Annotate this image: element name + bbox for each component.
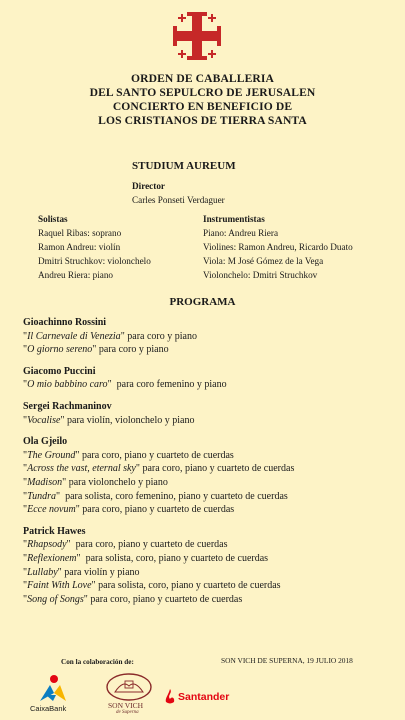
work-desc: para solista, coro, piano y cuarteto de cuerdas [95, 580, 281, 592]
santander-logo [163, 688, 235, 708]
open-quote: " [23, 539, 28, 551]
work-title: Tundra [27, 490, 56, 502]
work-desc: para coro femenino y piano [111, 379, 227, 391]
work-title: Across the vast, eternal sky [27, 463, 136, 475]
header-line: DEL SANTO SEPULCRO DE JERUSALEN [89, 86, 316, 99]
instrumentista-item: Viola: M José Gómez de la Vega [203, 256, 324, 266]
work-item [23, 503, 294, 517]
santander-text: Santander [178, 691, 230, 703]
work-item [23, 552, 294, 566]
work-desc: para coro y piano [96, 344, 169, 356]
work-item [23, 330, 294, 344]
work-desc: para coro, piano y cuarteto de cuerdas [79, 449, 234, 461]
solista-item: Ramon Andreu: violín [38, 242, 121, 252]
work-desc: para solista, coro femenino, piano y cuarteto de cuerdas [60, 490, 288, 502]
work-title: O giorno sereno [27, 344, 93, 356]
work-title: Madison [27, 476, 63, 488]
work-desc: para coro, piano y cuarteto de cuerdas [70, 539, 228, 551]
instrumentista-item: Violonchelo: Dmitri Struchkov [203, 270, 318, 280]
section-gap [23, 357, 294, 365]
work-title: Vocalise [27, 414, 61, 426]
open-quote: " [23, 566, 28, 578]
open-quote: " [23, 490, 28, 502]
work-item [23, 343, 294, 357]
caixabank-text: CaixaBank [30, 704, 67, 713]
work-title: The Ground [27, 449, 76, 461]
jerusalem-cross-icon [171, 10, 223, 62]
sonvich-emblem-icon [103, 672, 155, 702]
programa-list [23, 316, 294, 606]
work-desc: para coro y piano [124, 330, 197, 342]
work-item [23, 414, 294, 428]
open-quote: " [23, 379, 28, 391]
close-quote: " [57, 566, 62, 578]
work-desc: para coro, piano y cuarteto de cuerdas [87, 593, 243, 605]
open-quote: " [23, 463, 28, 475]
close-quote: " [60, 414, 65, 426]
work-desc: para coro, piano y cuarteto de cuerdas [139, 463, 295, 475]
open-quote: " [23, 580, 28, 592]
work-title: O mio babbino caro [27, 379, 108, 391]
ensemble-name: STUDIUM AUREUM [132, 160, 236, 172]
work-item [23, 538, 294, 552]
header-line: CONCIERTO EN BENEFICIO DE [112, 100, 293, 113]
close-quote: " [66, 539, 71, 551]
close-quote: " [76, 552, 81, 564]
open-quote: " [23, 593, 28, 605]
sonvich-logo [103, 672, 155, 716]
instrumentistas-list [203, 212, 353, 282]
work-item [23, 579, 294, 593]
instrumentista-item: Piano: Andreu Riera [203, 228, 279, 238]
section-gap [23, 517, 294, 525]
open-quote: " [23, 330, 28, 342]
work-desc: para coro, piano y cuarteto de cuerdas [79, 504, 235, 516]
close-quote: " [75, 504, 80, 516]
section-gap [23, 427, 294, 435]
work-title: Ecce novum [27, 504, 76, 516]
solistas-list [38, 212, 151, 282]
work-desc: para violonchelo y piano [66, 476, 168, 488]
instrumentistas-heading: Instrumentistas [203, 214, 265, 224]
place-date: SON VICH DE SUPERNA, 19 JULIO 2018 [221, 656, 353, 665]
work-title: Rhapsody [27, 539, 67, 551]
close-quote: " [135, 463, 140, 475]
section-gap [23, 392, 294, 400]
close-quote: " [92, 344, 97, 356]
header-line: LOS CRISTIANOS DE TIERRA SANTA [98, 114, 307, 127]
composer-name: Ola Gjeilo [23, 436, 68, 448]
caixabank-star-icon [26, 673, 76, 703]
close-quote: " [83, 593, 88, 605]
composer-name: Gioachinno Rossini [23, 317, 107, 328]
composer-name: Patrick Hawes [23, 525, 86, 537]
close-quote: " [56, 490, 61, 502]
director-label: Director [132, 181, 165, 191]
work-title: Il Carnevale di Venezia [27, 330, 121, 342]
header-title [0, 72, 405, 128]
sonvich-text: SON VICH [108, 701, 144, 710]
open-quote: " [23, 552, 28, 564]
caixabank-logo [26, 673, 76, 715]
colaboracion-label: Con la colaboración de: [61, 658, 134, 666]
open-quote: " [23, 344, 28, 356]
open-quote: " [23, 449, 28, 461]
work-item [23, 476, 294, 490]
close-quote: " [62, 476, 67, 488]
sonvich-subtext: de Superna [116, 710, 139, 715]
composer-name: Giacomo Puccini [23, 365, 96, 377]
solistas-heading: Solistas [38, 214, 68, 224]
work-title: Faint With Love [27, 580, 92, 592]
work-item [23, 378, 294, 392]
open-quote: " [23, 476, 28, 488]
composer-name: Sergei Rachmaninov [23, 400, 112, 412]
solista-item: Dmitri Struchkov: violonchelo [38, 256, 151, 266]
work-desc: para solista, coro, piano y cuarteto de cuerdas [80, 552, 269, 564]
work-desc: para violín, violonchelo y piano [64, 414, 195, 426]
header-line: ORDEN DE CABALLERIA [131, 72, 274, 85]
close-quote: " [75, 449, 80, 461]
work-item [23, 449, 294, 463]
open-quote: " [23, 414, 28, 426]
work-item [23, 566, 294, 580]
santander-flame-icon [163, 689, 177, 705]
close-quote: " [91, 580, 96, 592]
work-item [23, 462, 294, 476]
work-title: Song of Songs [27, 593, 84, 605]
work-item [23, 593, 294, 607]
open-quote: " [23, 504, 28, 516]
close-quote: " [107, 379, 112, 391]
work-title: Lullaby [27, 566, 58, 578]
solista-item: Raquel Ribas: soprano [38, 228, 122, 238]
director-name: Carles Ponseti Verdaguer [132, 195, 225, 205]
solista-item: Andreu Riera: piano [38, 270, 114, 280]
programa-heading: PROGRAMA [169, 296, 236, 308]
work-item [23, 490, 294, 504]
instrumentista-item: Violines: Ramon Andreu, Ricardo Duato [203, 242, 353, 252]
work-desc: para violín y piano [61, 566, 140, 578]
close-quote: " [120, 330, 125, 342]
work-title: Reflexionem [27, 552, 77, 564]
